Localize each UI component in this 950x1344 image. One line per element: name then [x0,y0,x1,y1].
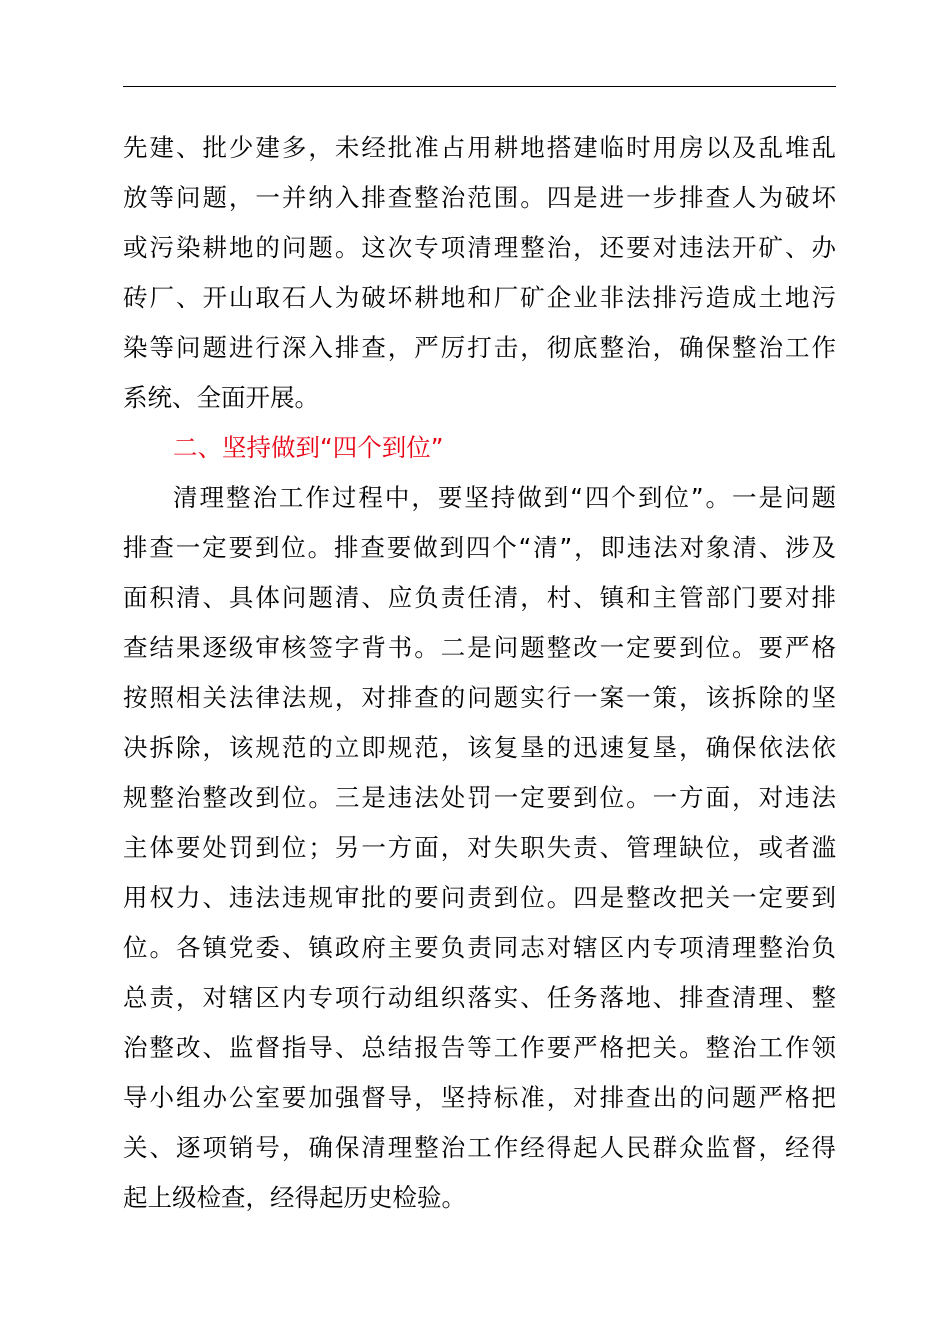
paragraph-main [123,473,836,1223]
paragraph-line: 砖厂、开山取石人为破坏耕地和厂矿企业非法排污造成土地污 [123,283,836,312]
paragraph-line: 先建、批少建多，未经批准占用耕地搭建临时用房以及乱堆乱 [123,133,836,162]
paragraph-line: 导小组办公室要加强督导，坚持标准，对排查出的问题严格把 [123,1083,836,1112]
paragraph-line: 主体要处罚到位；另一方面，对失职失责、管理缺位，或者滥 [123,833,836,862]
paragraph-line: 用权力、违法违规审批的要问责到位。四是整改把关一定要到 [123,883,836,912]
paragraph-line: 规整治整改到位。三是违法处罚一定要到位。一方面，对违法 [123,783,836,812]
paragraph-line: 系统、全面开展。 [123,383,319,412]
paragraph-continued [123,123,836,423]
paragraph-line: 治整改、监督指导、总结报告等工作要严格把关。整治工作领 [123,1033,836,1062]
paragraph-line: 清理整治工作过程中，要坚持做到“四个到位”。一是问题 [173,483,836,512]
paragraph-line: 关、逐项销号，确保清理整治工作经得起人民群众监督，经得 [123,1133,836,1162]
header-rule [123,86,836,87]
paragraph-line: 决拆除，该规范的立即规范，该复垦的迅速复垦，确保依法依 [123,733,836,762]
section-heading: 二、坚持做到“四个到位” [173,433,444,462]
paragraph-line: 起上级检查，经得起历史检验。 [123,1183,466,1212]
paragraph-line: 按照相关法律法规，对排查的问题实行一案一策，该拆除的坚 [123,683,836,712]
paragraph-line: 排查一定要到位。排查要做到四个“清”，即违法对象清、涉及 [123,533,836,562]
paragraph-line: 染等问题进行深入排查，严厉打击，彻底整治，确保整治工作 [123,333,836,362]
paragraph-line: 总责，对辖区内专项行动组织落实、任务落地、排查清理、整 [123,983,836,1012]
paragraph-line: 面积清、具体问题清、应负责任清，村、镇和主管部门要对排 [123,583,836,612]
paragraph-line: 放等问题，一并纳入排查整治范围。四是进一步排查人为破坏 [123,183,836,212]
paragraph-line: 查结果逐级审核签字背书。二是问题整改一定要到位。要严格 [123,633,836,662]
paragraph-line: 位。各镇党委、镇政府主要负责同志对辖区内专项清理整治负 [123,933,836,962]
section-heading-block [123,423,836,473]
paragraph-line: 或污染耕地的问题。这次专项清理整治，还要对违法开矿、办 [123,233,836,262]
